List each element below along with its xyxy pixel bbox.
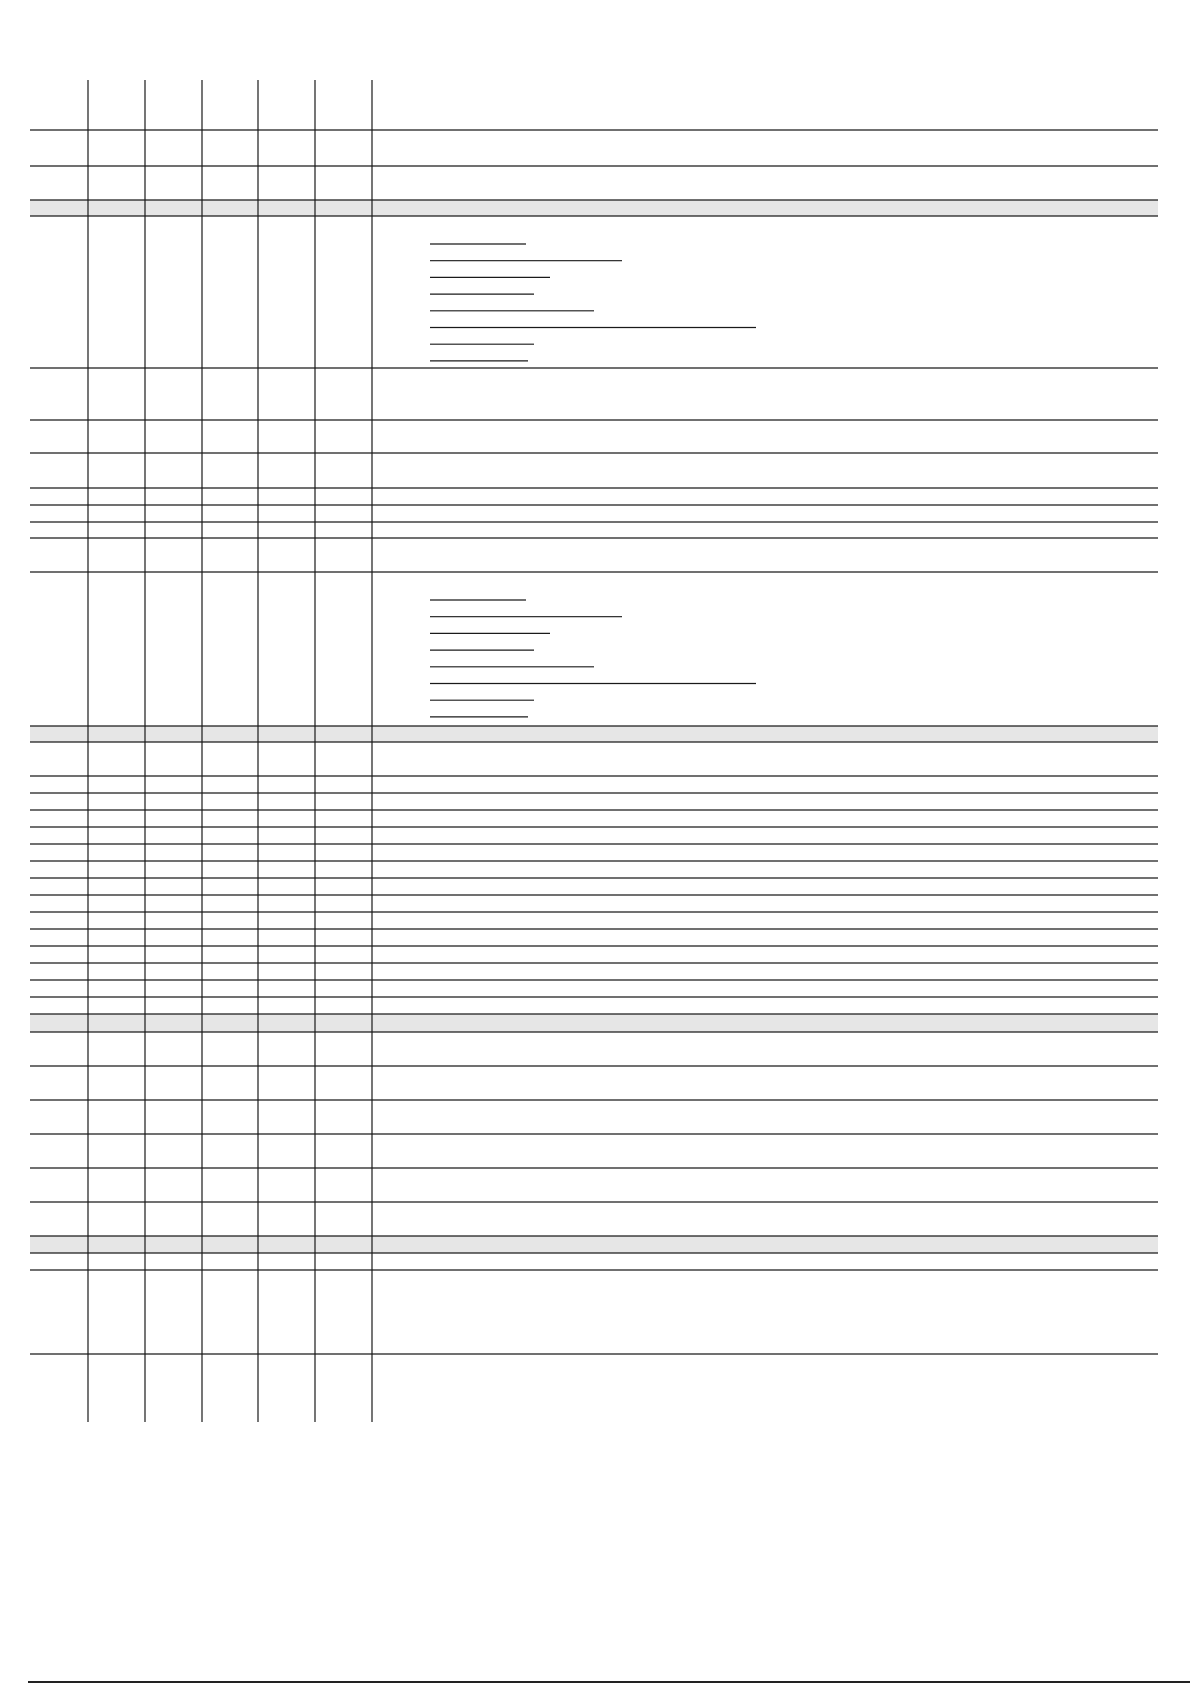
page-footer-rule bbox=[28, 1681, 1190, 1683]
section-header-row bbox=[30, 726, 1158, 742]
section-header-row bbox=[30, 1236, 1158, 1253]
section-header-row bbox=[30, 1014, 1158, 1032]
section-header-row bbox=[30, 200, 1158, 216]
